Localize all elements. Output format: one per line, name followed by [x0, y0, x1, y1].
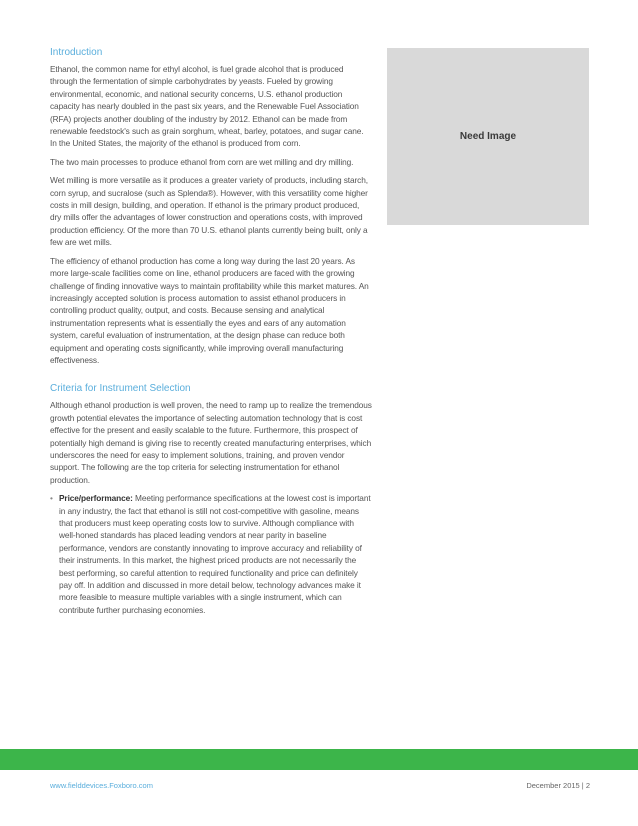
intro-paragraph-3: Wet milling is more versatile as it produces a greater variety of products, including starch, corn syrup, and sucralose (such as Splenda®). However, with this versatility come higher costs in mill design, building, and operation. If ethanol is the primary product produced, dry mills offer the advantages of lower construction and operations costs, with improved production efficiency. Of the more than 70 U.S. ethanol plants currently being built, only a few are wet mills.	[50, 175, 368, 248]
bullet-item-price-performance	[50, 492, 372, 616]
intro-paragraph-4: The efficiency of ethanol production has come a long way during the last 20 years. As more large-scale facilities come on line, ethanol producers are faced with the growing challenge of finding innovative ways to maintain profitability while this market matures. An increasingly accepted solution is process automation to assist ethanol producers in controlling product quality, output, and costs. Because sensing and analytical instrumentation represents what is essentially the eyes and ears of any automation system, careful evaluation of instrumentation, at the design phase can reduce both equipment and operating costs significantly, while improving overall manufacturing effectiveness.	[50, 255, 369, 365]
section-heading-criteria: Criteria for Instrument Selection	[50, 383, 191, 395]
footer-url-link[interactable]: www.fielddevices.Foxboro.com	[50, 781, 153, 790]
intro-paragraph-1: Ethanol, the common name for ethyl alcohol, is fuel grade alcohol that is produced through the fermentation of simple carbohydrates by yeasts. Fueled by growing environmental, economic, and national security concerns, U.S. ethanol production capacity has nearly doubled in the past six years, and the Renewable Fuel Association (RFA) projects another doubling of the industry by 2012. Ethanol can be made from renewable feedstock's such as grain sorghum, wheat, barley, potatoes, and sugar cane. In the United States, the majority of the ethanol is produced from corn.	[50, 64, 364, 149]
footer-green-band	[0, 749, 638, 770]
section-heading-introduction: Introduction	[50, 47, 103, 58]
criteria-paragraph: Although ethanol production is well proven, the need to ramp up to realize the tremendous growth potential elevates the importance of selecting automation technology that is cost effective for the present and easily scalable to the future. Furthermore, this prospect of potentially high demand is giving rise to recently created manufacturing enterprises, which underscores the need for easy to implement solutions, training, and proven vendor support. The following are the top criteria for selecting instrumentation for ethanol production.	[50, 400, 372, 485]
intro-paragraph-2: The two main processes to produce ethanol from corn are wet milling and dry milling.	[50, 156, 354, 167]
footer-date-page-number: December 2015 | 2	[526, 781, 590, 790]
bullet-marker: •	[50, 493, 53, 504]
bullet-text	[59, 492, 372, 616]
main-text-column	[50, 46, 372, 622]
image-placeholder-label: Need Image	[459, 131, 517, 142]
image-placeholder	[387, 48, 589, 225]
bullet-label: Price/performance:	[59, 493, 133, 504]
bullet-body: Meeting performance specifications at the lowest cost is important in any industry, the fact that ethanol is still not cost-competitive with gasoline, means that producers must keep operating costs low to survive. Although compliance with well-honed standards has placed leading vendors at near parity in baseline performance, vendors are constantly innovating to improve accuracy and reliability of their instruments. In this market, the highest priced products are not necessarily the best performing, so careful attention to required functionality and price can definitely pay off. In addition and discussed in more detail below, technology advances make it more feasible to measure multiple variables with a single instrument, which can contribute further purchasing economies.	[59, 493, 371, 615]
